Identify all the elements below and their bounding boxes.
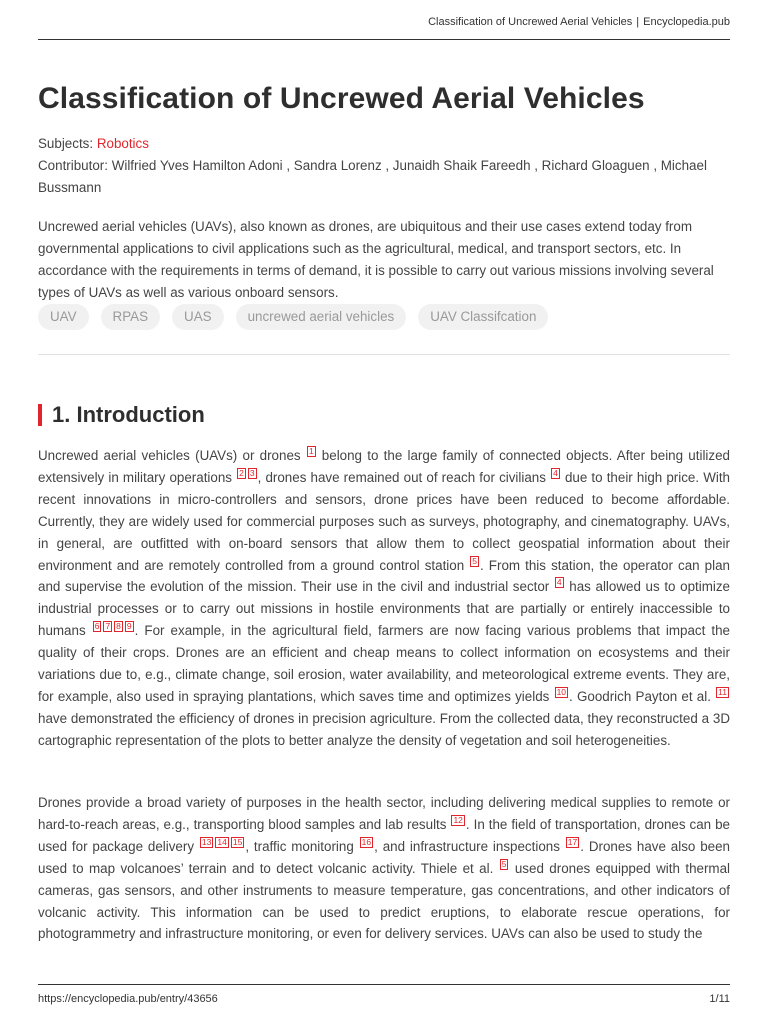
text-run: , drones have remained out of reach for civilians <box>257 469 551 485</box>
section-heading-text: 1. Introduction <box>52 402 205 427</box>
citation-ref[interactable]: 15 <box>232 836 243 847</box>
page-title: Classification of Uncrewed Aerial Vehicles <box>38 82 645 115</box>
citation-ref[interactable]: 16 <box>361 836 372 847</box>
text-run: . From this station, the operator can plan and supervise the evolution of the mission. Their use in the civil and industrial sector <box>38 557 730 595</box>
citation-ref[interactable]: 4 <box>553 467 558 478</box>
tag-uas[interactable]: UAS <box>172 304 224 330</box>
citation-ref[interactable]: 1 <box>308 446 314 456</box>
header-rule <box>38 39 730 40</box>
paragraph-2 <box>38 792 730 948</box>
citation-ref[interactable]: 5 <box>501 858 507 869</box>
heading-accent-bar <box>38 404 42 426</box>
abstract: Uncrewed aerial vehicles (UAVs), also known as drones, are ubiquitous and their use cases extend today from governmental applications to civil applications such as the agricultural, medical, and transport sectors, etc. In accordance with the requirements in terms of demand, it is possible to carry out various missions involving several types of UAVs as well as various onboard sensors. <box>38 219 714 300</box>
paragraph-1 <box>38 445 730 752</box>
contributors-line <box>38 155 730 199</box>
tag-rpas[interactable]: RPAS <box>101 304 160 330</box>
entry-meta <box>38 133 730 199</box>
keyword-tags <box>38 304 548 330</box>
citation-ref[interactable]: 5 <box>472 555 477 566</box>
footer-url[interactable]: https://encyclopedia.pub/entry/43656 <box>38 993 218 1005</box>
text-run: used drones equipped with thermal cameras, gas sensors, and other instruments to measure temperature, gas concentrations, and other indicators of volcanic activity. This information can be used to predict eruptions, to elaborate rescue operations, for photogrammetry and infrastructure monitoring, or even for delivery services. UAVs can also be used to study the <box>38 860 730 942</box>
text-run: Uncrewed aerial vehicles (UAVs) or drones <box>38 448 306 463</box>
citation-ref[interactable]: 17 <box>567 836 578 847</box>
text-run: have demonstrated the efficiency of drones in precision agriculture. From the collected data, they reconstructed a 3D cartographic representation of the plots to better analyze the density of vegetation and soil heterogeneities. <box>38 710 730 748</box>
citation-ref[interactable]: 8 <box>116 621 121 632</box>
running-title: Classification of Uncrewed Aerial Vehicles <box>428 16 633 28</box>
text-run: . In the field of transportation, drones can be used for package delivery <box>38 816 730 854</box>
tag-uav-classification[interactable]: UAV Classifcation <box>418 304 548 330</box>
text-run: , and infrastructure inspections <box>374 838 565 854</box>
text-run: due to their high price. With recent innovations in micro-controllers and sensors, drone prices have been reduced to become affordable. Currently, they are widely used for commercial purposes such as surveys, photography, and cinematography. UAVs, in general, are outfitted with on-board sensors that allow them to collect geospatial information about their environment and are remotely controlled from a ground control station <box>38 469 730 573</box>
contributor-names: Wilfried Yves Hamilton Adoni , Sandra Lorenz , Junaidh Shaik Fareedh , Richard Gloaguen , Michael Bussmann <box>38 158 707 195</box>
section-divider <box>38 354 730 355</box>
citation-ref[interactable]: 6 <box>94 621 100 632</box>
citation-ref[interactable]: 7 <box>105 621 111 632</box>
citation-ref[interactable]: 9 <box>126 621 132 632</box>
tag-uncrewed-aerial-vehicles[interactable]: uncrewed aerial vehicles <box>236 304 407 330</box>
text-run: . Drones have also been used to map volcanoes’ terrain and to detect volcanic activity. Thiele et al. <box>38 838 730 876</box>
text-run: , traffic monitoring <box>245 838 359 854</box>
text-run: belong to the large family of connected objects. After being utilized extensively in military operations <box>38 448 730 485</box>
document-page <box>38 0 730 1024</box>
citation-ref[interactable]: 12 <box>453 814 463 825</box>
page-number: 1/11 <box>709 993 730 1005</box>
citation-ref[interactable]: 13 <box>201 836 212 847</box>
text-run: . For example, in the agricultural field, farmers are now facing various problems that impact the quality of their crops. Drones are an efficient and cheap means to collect information on ecosystems and their variations due to, e.g., climate change, soil erosion, water availability, and meteorological extreme events. They are, for example, also used in spraying plantations, which saves time and optimizes yields <box>38 623 731 704</box>
subjects-line <box>38 133 730 155</box>
footer-rule <box>38 984 730 985</box>
header-separator: | <box>636 16 640 28</box>
citation-ref[interactable]: 14 <box>217 836 227 847</box>
citation-ref[interactable]: 2 <box>239 467 244 478</box>
tag-uav[interactable]: UAV <box>38 304 89 330</box>
text-run: . Goodrich Payton et al. <box>569 688 716 704</box>
citation-ref[interactable]: 4 <box>556 577 562 588</box>
contributor-label: Contributor: <box>38 158 108 173</box>
citation-ref[interactable]: 3 <box>249 467 255 478</box>
citation-ref[interactable]: 11 <box>718 686 727 697</box>
subject-link-robotics[interactable]: Robotics <box>96 136 149 151</box>
text-run: has allowed us to optimize industrial processes or to carry out missions in hostile environments that are partially or entirely inaccessible to humans <box>38 579 730 639</box>
text-run: Drones provide a broad variety of purposes in the health sector, including delivering medical supplies to remote or hard-to-reach areas, e.g., transporting blood samples and lab results <box>38 795 730 832</box>
citation-ref[interactable]: 10 <box>556 686 567 697</box>
section-heading <box>38 401 205 429</box>
subjects-label: Subjects: <box>38 136 94 151</box>
running-header <box>428 16 730 28</box>
site-name: Encyclopedia.pub <box>643 16 730 28</box>
